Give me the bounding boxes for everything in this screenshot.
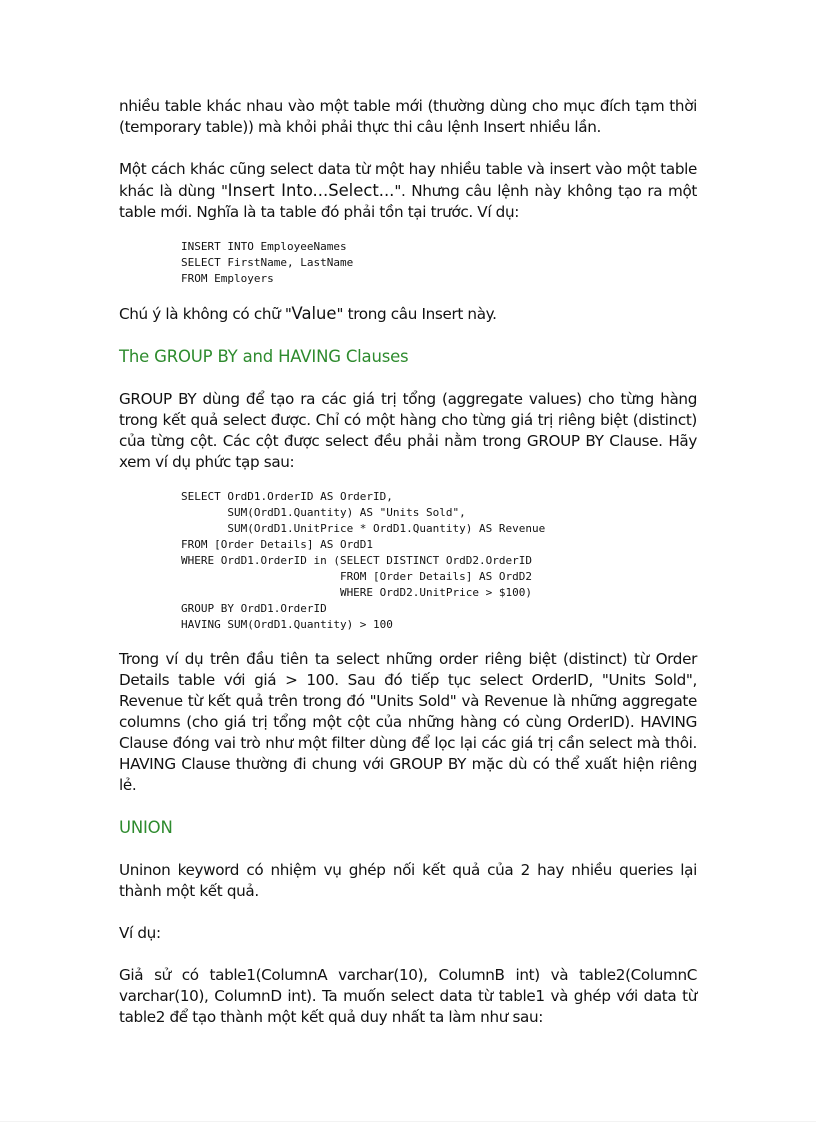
paragraph-union-description: Uninon keyword có nhiệm vụ ghép nối kết quả của 2 hay nhiều queries lại thành một kết quả. [119, 861, 697, 900]
para3-text-before: Chú ý là không có chữ " [119, 305, 292, 323]
para2-text-before: Một cách khác cũng select data từ một hay nhiều table và insert vào một table khác là dùng " [119, 160, 697, 200]
paragraph-group-by-explanation: Trong ví dụ trên đầu tiên ta select những order riêng biệt (distinct) từ Order Details table với giá > 100. Sau đó tiếp tục select OrderID, "Units Sold", Revenue từ kết quả trên trong đó "Units Sold" và Revenue là những aggregate columns (cho giá trị tổng một cột của những hàng có cùng OrderID). HAVING Clause đóng vai trò như một filter dùng để lọc lại các giá trị cần select mà thôi. HAVING Clause thường đi chung với GROUP BY mặc dù có thể xuất hiện riêng lẻ. [119, 650, 697, 794]
paragraph-insert-multiple: nhiều table khác nhau vào một table mới (thường dùng cho mục đích tạm thời (temporary table)) mà khỏi phải thực thi câu lệnh Insert nhiều lần. [119, 97, 697, 136]
paragraph-group-by-description: GROUP BY dùng để tạo ra các giá trị tổng (aggregate values) cho từng hàng trong kết quả select được. Chỉ có một hàng cho từng giá trị riêng biệt (distinct) của từng cột. Các cột được select đều phải nằm trong GROUP BY Clause. Hãy xem ví dụ phức tạp sau: [119, 390, 697, 471]
insert-into-select-highlight: Insert Into...Select... [227, 181, 395, 200]
value-keyword-highlight: Value [291, 304, 337, 323]
para3-text-after: " trong câu Insert này. [336, 305, 497, 323]
code-block-insert-into: INSERT INTO EmployeeNames SELECT FirstName, LastName FROM Employers [181, 240, 354, 285]
heading-group-by-having: The GROUP BY and HAVING Clauses [119, 347, 409, 366]
page-bottom-divider [0, 1121, 816, 1122]
para2-text-after: ". Nhưng câu lệnh này không tạo ra một table mới. Nghĩa là ta table đó phải tồn tại trước. Ví dụ: [119, 182, 698, 221]
paragraph-insert-into-select [119, 159, 697, 223]
paragraph-value-note [119, 303, 697, 325]
paragraph-union-example: Giả sử có table1(ColumnA varchar(10), ColumnB int) và table2(ColumnC varchar(10), ColumnD int). Ta muốn select data từ table1 và ghép với data từ table2 để tạo thành một kết quả duy nhất ta làm như sau: [119, 966, 697, 1026]
document-page [119, 96, 697, 1028]
code-block-group-by: SELECT OrdD1.OrderID AS OrderID, SUM(OrdD1.Quantity) AS "Units Sold", SUM(OrdD1.UnitPrice * OrdD1.Quantity) AS Revenue FROM [Order Details] AS OrdD1 WHERE OrdD1.OrderID in (SELECT DISTINCT OrdD2.OrderID FROM [Order Details] AS OrdD2 WHERE OrdD2.UnitPrice > $100) GROUP BY OrdD1.OrderID HAVING SUM(OrdD1.Quantity) > 100 [181, 490, 546, 631]
paragraph-example-label: Ví dụ: [119, 924, 161, 942]
heading-union: UNION [119, 818, 173, 837]
